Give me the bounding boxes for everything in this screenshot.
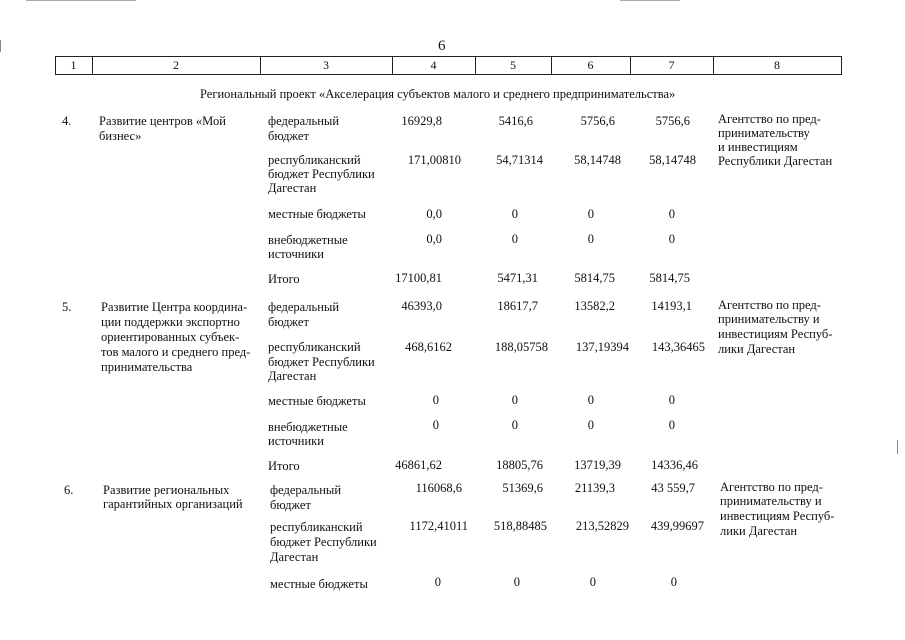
agency-line: лики Дагестан xyxy=(720,524,798,538)
value-col6: 13719,39 xyxy=(574,458,621,472)
item-name-line: гарантийных организаций xyxy=(103,497,243,511)
value-col7: 0 xyxy=(668,393,675,407)
value-col5: 0 xyxy=(511,232,518,246)
item-name-line: ориентированных субъек- xyxy=(101,330,240,344)
item-number: 4. xyxy=(62,114,72,128)
agency-line: принимательству и xyxy=(718,312,820,326)
value-col6: 21139,3 xyxy=(574,481,615,495)
column-number: 8 xyxy=(774,58,780,72)
funding-source: источники xyxy=(268,434,324,448)
value-col6: 0 xyxy=(589,575,596,589)
value-col5: 0 xyxy=(513,575,520,589)
value-col7: 143,36465 xyxy=(651,340,705,354)
value-col6: 0 xyxy=(587,418,594,432)
header-col-border xyxy=(841,56,842,75)
scan-edge-mark xyxy=(26,0,136,1)
agency-line: Агентство по пред- xyxy=(720,480,823,494)
value-col7: 0 xyxy=(668,207,675,221)
funding-source: республиканский xyxy=(268,153,361,167)
value-col4: 0,0 xyxy=(426,232,442,246)
agency-line: Агентство по пред- xyxy=(718,112,821,126)
value-col7: 5756,6 xyxy=(655,114,690,128)
agency-line: инвестициям Респуб- xyxy=(718,327,833,341)
value-col7: 439,99697 xyxy=(650,519,704,533)
value-col5: 18805,76 xyxy=(496,458,543,472)
value-col7: 58,14748 xyxy=(649,153,696,167)
value-col7: 14193,1 xyxy=(651,299,692,313)
value-col4: 46393,0 xyxy=(401,299,442,313)
agency-line: лики Дагестан xyxy=(718,342,796,356)
funding-source: внебюджетные xyxy=(268,233,348,247)
value-col4: 0,0 xyxy=(426,207,442,221)
funding-source: республиканский xyxy=(270,520,363,534)
item-number: 6. xyxy=(64,483,74,497)
funding-source: республиканский xyxy=(268,340,361,354)
value-col4: 17100,81 xyxy=(395,271,442,285)
value-col7: 0 xyxy=(670,575,677,589)
value-col7: 0 xyxy=(668,418,675,432)
value-col5: 188,05758 xyxy=(494,340,548,354)
item-name-line: Развитие региональных xyxy=(103,483,230,497)
scan-edge-mark xyxy=(0,40,1,52)
agency-line: принимательству и xyxy=(720,494,822,508)
funding-source-total: Итого xyxy=(268,272,300,286)
funding-source: бюджет xyxy=(268,129,309,143)
value-col7: 5814,75 xyxy=(649,271,690,285)
funding-source: федеральный xyxy=(268,300,340,314)
value-col4: 468,6162 xyxy=(405,340,452,354)
value-col7: 43 559,7 xyxy=(651,481,695,495)
value-col6: 137,19394 xyxy=(575,340,629,354)
funding-source: местные бюджеты xyxy=(268,394,366,408)
header-bottom-border xyxy=(55,74,842,75)
value-col6: 58,14748 xyxy=(574,153,621,167)
item-name-line: принимательства xyxy=(101,360,193,374)
value-col4: 0 xyxy=(434,575,441,589)
value-col5: 51369,6 xyxy=(502,481,543,495)
column-number: 7 xyxy=(668,58,675,72)
value-col7: 14336,46 xyxy=(651,458,698,472)
value-col6: 0 xyxy=(587,393,594,407)
agency-line: принимательству xyxy=(718,126,810,140)
funding-source: бюджет xyxy=(270,498,311,512)
item-name-line: ции поддержки экспортно xyxy=(101,315,240,329)
column-number: 6 xyxy=(587,58,594,72)
page-number: 6 xyxy=(438,38,446,54)
funding-source: федеральный xyxy=(270,483,342,497)
value-col5: 5416,6 xyxy=(498,114,533,128)
item-name-line: бизнес» xyxy=(99,129,142,143)
agency-line: и инвестициям xyxy=(718,140,798,154)
value-col6: 213,52829 xyxy=(575,519,629,533)
value-col4: 116068,6 xyxy=(415,481,462,495)
value-col5: 5471,31 xyxy=(497,271,538,285)
funding-source-total: Итого xyxy=(268,459,300,473)
value-col4: 0 xyxy=(432,418,439,432)
scan-edge-mark xyxy=(897,440,898,454)
funding-source: Дагестан xyxy=(268,369,317,383)
value-col5: 0 xyxy=(511,418,518,432)
funding-source: источники xyxy=(268,247,324,261)
value-col4: 16929,8 xyxy=(401,114,442,128)
item-name-line: Развитие Центра координа- xyxy=(101,300,248,314)
header-top-border xyxy=(55,56,842,57)
funding-source: Дагестан xyxy=(268,181,317,195)
value-col4: 1172,41011 xyxy=(409,519,468,533)
funding-source: Дагестан xyxy=(270,550,319,564)
value-col5: 518,88485 xyxy=(493,519,547,533)
funding-source: внебюджетные xyxy=(268,420,348,434)
value-col6: 0 xyxy=(587,207,594,221)
value-col7: 0 xyxy=(668,232,675,246)
funding-source: бюджет Республики xyxy=(268,355,375,369)
column-number: 3 xyxy=(323,58,329,72)
funding-source: бюджет Республики xyxy=(270,535,377,549)
value-col4: 171,00810 xyxy=(407,153,461,167)
scan-edge-mark xyxy=(620,0,680,1)
agency-line: инвестициям Респуб- xyxy=(720,509,835,523)
value-col5: 0 xyxy=(511,393,518,407)
value-col4: 0 xyxy=(432,393,439,407)
funding-source: бюджет xyxy=(268,315,309,329)
value-col5: 0 xyxy=(511,207,518,221)
agency-line: Агентство по пред- xyxy=(718,298,821,312)
value-col4: 46861,62 xyxy=(395,458,442,472)
funding-source: федеральный xyxy=(268,114,340,128)
value-col6: 0 xyxy=(587,232,594,246)
column-number: 5 xyxy=(510,58,516,72)
funding-source: бюджет Республики xyxy=(268,167,375,181)
value-col5: 18617,7 xyxy=(497,299,538,313)
item-name-line: Развитие центров «Мой xyxy=(99,114,226,128)
agency-line: Республики Дагестан xyxy=(718,154,833,168)
column-number: 4 xyxy=(430,58,437,72)
project-title: Региональный проект «Акселерация субъектов малого и среднего предпринимательства» xyxy=(200,87,676,101)
funding-source: местные бюджеты xyxy=(268,207,366,221)
column-number: 2 xyxy=(173,58,179,72)
item-name-line: тов малого и среднего пред- xyxy=(101,345,251,359)
column-number: 1 xyxy=(70,58,77,72)
item-number: 5. xyxy=(62,300,72,314)
funding-source: местные бюджеты xyxy=(270,577,368,591)
value-col6: 5814,75 xyxy=(574,271,615,285)
value-col6: 5756,6 xyxy=(580,114,615,128)
value-col6: 13582,2 xyxy=(574,299,615,313)
value-col5: 54,71314 xyxy=(496,153,543,167)
